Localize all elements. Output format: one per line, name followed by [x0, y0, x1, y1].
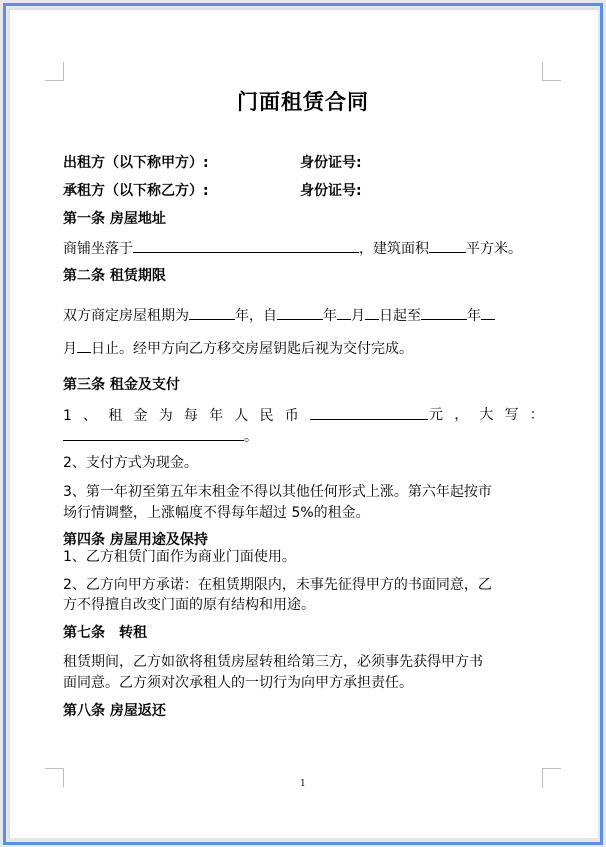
- payment-method: 2、支付方式为现金。: [63, 455, 198, 471]
- end-day-blank[interactable]: [77, 340, 91, 353]
- rent-amount-blank[interactable]: [310, 407, 428, 420]
- term-text: 月: [351, 308, 365, 324]
- rent-amount-line: [63, 407, 555, 424]
- term-text: 日起至: [379, 308, 421, 324]
- margin-corner-bottom-left: [45, 768, 64, 787]
- term-years-blank[interactable]: [189, 307, 235, 320]
- start-day-blank[interactable]: [365, 307, 379, 320]
- end-year-blank[interactable]: [421, 307, 467, 320]
- term-text: 年，自: [235, 308, 277, 324]
- term-text: 日止。经甲方向乙方移交房屋钥匙后视为交付完成。: [91, 341, 413, 357]
- lessor-label: 出租方（以下称甲方）:: [63, 155, 209, 171]
- margin-corner-top-left: [45, 62, 64, 81]
- rent-text: 1、租金为每年人民币: [63, 408, 310, 424]
- sublease-line-2: 面同意。乙方须对次承租人的一切行为向甲方承担责任。: [63, 675, 413, 691]
- section-3-heading: 第三条 租金及支付: [63, 377, 180, 393]
- usage-item-1: 1、乙方租赁门面作为商业门面使用。: [63, 549, 296, 565]
- margin-corner-top-right: [542, 62, 561, 81]
- period: 。: [244, 429, 258, 445]
- lessor-line: [63, 155, 209, 171]
- usage-item-2-line-2: 方不得擅自改变门面的原有结构和用途。: [63, 597, 315, 613]
- section-7-heading: 第七条 转租: [63, 625, 147, 641]
- start-year-blank[interactable]: [277, 307, 323, 320]
- document-title: 门面租赁合同: [237, 89, 369, 114]
- lessee-label: 承租方（以下称乙方）:: [63, 183, 209, 199]
- margin-corner-bottom-right: [542, 768, 561, 787]
- area-blank[interactable]: [429, 240, 466, 253]
- section-1-heading: 第一条 房屋地址: [63, 211, 166, 227]
- address-blank[interactable]: [133, 240, 359, 253]
- lease-term-line-2: [63, 340, 413, 357]
- section-1-address-line: [63, 240, 522, 257]
- page-number: 1: [300, 779, 306, 789]
- rent-words-label: 元，大写：: [429, 407, 555, 423]
- term-text: 年: [467, 308, 481, 324]
- section-8-heading: 第八条 房屋返还: [63, 703, 166, 719]
- address-prefix: 商铺坐落于: [63, 241, 133, 257]
- usage-item-2-line-1: 2、乙方向甲方承诺：在租赁期限内，未事先征得甲方的书面同意，乙: [63, 577, 492, 593]
- start-month-blank[interactable]: [337, 307, 351, 320]
- end-month-blank-a[interactable]: [481, 307, 495, 320]
- rent-increase-line-2: 场行情调整，上涨幅度不得每年超过 5%的租金。: [63, 505, 370, 521]
- rent-words-line: [63, 428, 258, 445]
- term-text: 月: [63, 341, 77, 357]
- area-prefix: ，建筑面积: [359, 241, 429, 257]
- term-text: 年: [323, 308, 337, 324]
- rent-increase-line-1: 3、第一年初至第五年末租金不得以其他任何形式上涨。第六年起按市: [63, 484, 492, 500]
- rent-words-blank[interactable]: [63, 428, 244, 441]
- lessee-id-label: 身份证号:: [300, 183, 362, 199]
- lessor-id-label: 身份证号:: [300, 155, 362, 171]
- sublease-line-1: 租赁期间，乙方如欲将租赁房屋转租给第三方，必须事先获得甲方书: [63, 654, 483, 670]
- term-text: 双方商定房屋租期为: [63, 308, 189, 324]
- section-4-heading: 第四条 房屋用途及保持: [63, 532, 208, 548]
- area-unit: 平方米。: [466, 241, 522, 257]
- lease-term-line-1: [63, 307, 495, 324]
- section-2-heading: 第二条 租赁期限: [63, 268, 166, 284]
